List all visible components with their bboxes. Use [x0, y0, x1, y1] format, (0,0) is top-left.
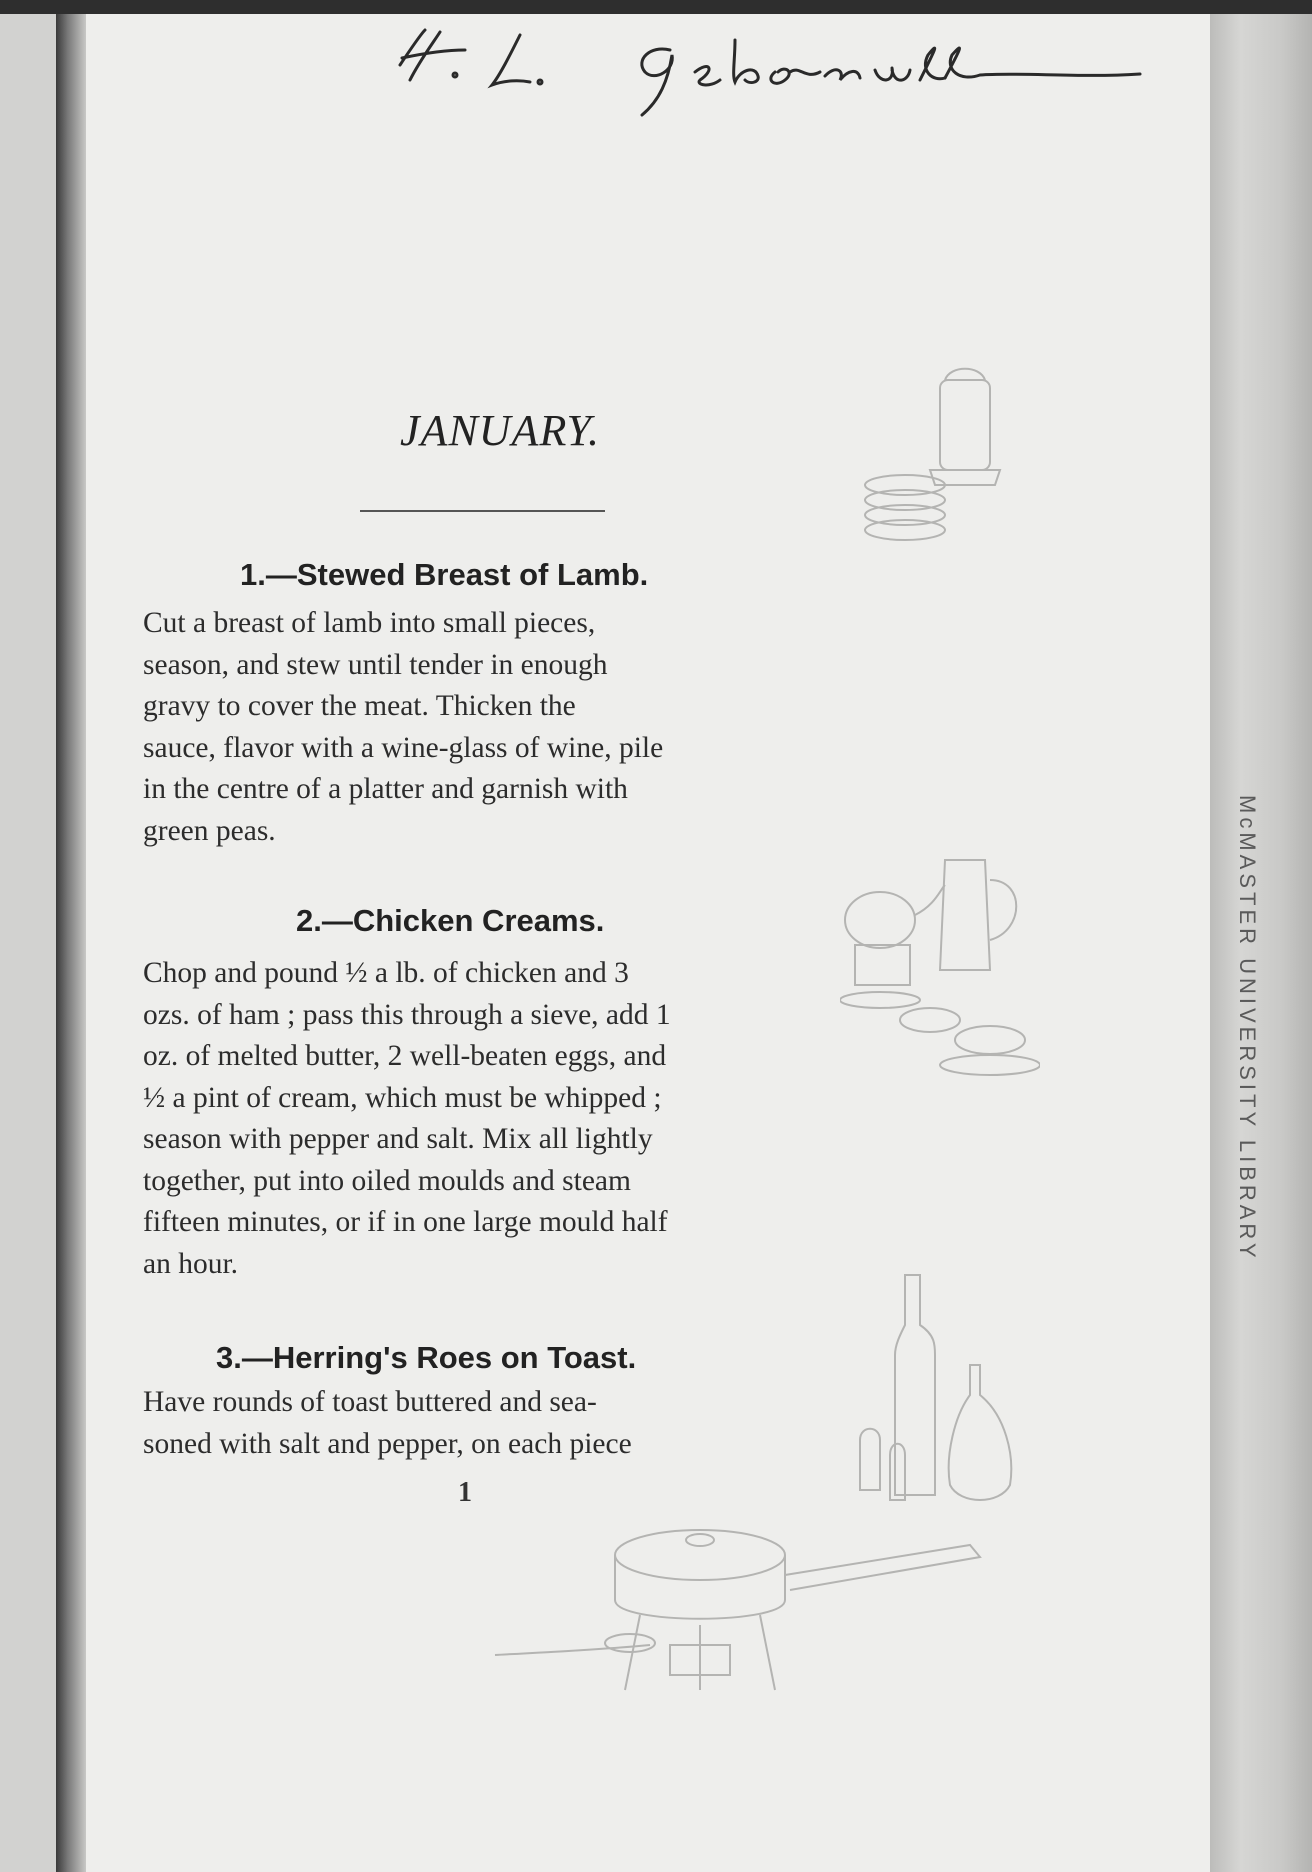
page-number: 1	[458, 1477, 472, 1508]
text-line: ½ a pint of cream, which must be whipped ;	[143, 1081, 662, 1114]
handwritten-signature	[380, 10, 1180, 120]
text-line: soned with salt and pepper, on each piece	[143, 1427, 632, 1460]
recipe-body	[143, 953, 815, 1285]
teapot-and-cups-illustration	[840, 840, 1040, 1090]
recipe-heading: 1.—Stewed Breast of Lamb.	[240, 557, 649, 592]
text-line: fifteen minutes, or if in one large mould half	[143, 1206, 668, 1238]
text-line: Cut a breast of lamb into small pieces,	[143, 607, 596, 639]
text-line: an hour.	[143, 1247, 239, 1280]
recipe-body	[143, 1382, 815, 1465]
jar-and-plates-illustration	[860, 360, 1030, 545]
text-line: in the centre of a platter and garnish with	[143, 773, 628, 805]
text-line: green peas.	[143, 814, 276, 847]
page-title: JANUARY.	[400, 406, 600, 455]
recipe-body	[143, 603, 815, 852]
book-gutter	[56, 14, 86, 1872]
text-line: ozs. of ham ; pass this through a sieve, add 1	[143, 998, 671, 1031]
library-spine-label: McMASTER UNIVERSITY LIBRARY	[1235, 795, 1260, 1262]
text-line: Have rounds of toast buttered and sea-	[143, 1386, 597, 1418]
title-divider	[360, 510, 605, 512]
text-line: season with pepper and salt. Mix all lightly	[143, 1123, 653, 1155]
recipe-heading: 2.—Chicken Creams.	[296, 903, 605, 938]
text-line: together, put into oiled moulds and steam	[143, 1164, 631, 1197]
text-line: gravy to cover the meat. Thicken the	[143, 690, 576, 722]
text-line: Chop and pound ½ a lb. of chicken and 3	[143, 957, 629, 989]
text-line: sauce, flavor with a wine-glass of wine, pile	[143, 731, 664, 764]
bottle-and-cruets-illustration	[850, 1265, 1030, 1510]
recipe-heading: 3.—Herring's Roes on Toast.	[216, 1340, 637, 1375]
text-line: season, and stew until tender in enough	[143, 648, 608, 681]
text-line: oz. of melted butter, 2 well-beaten eggs, and	[143, 1040, 667, 1072]
scan-left-margin	[0, 14, 56, 1872]
chafing-dish-and-spoon-illustration	[490, 1515, 1010, 1700]
